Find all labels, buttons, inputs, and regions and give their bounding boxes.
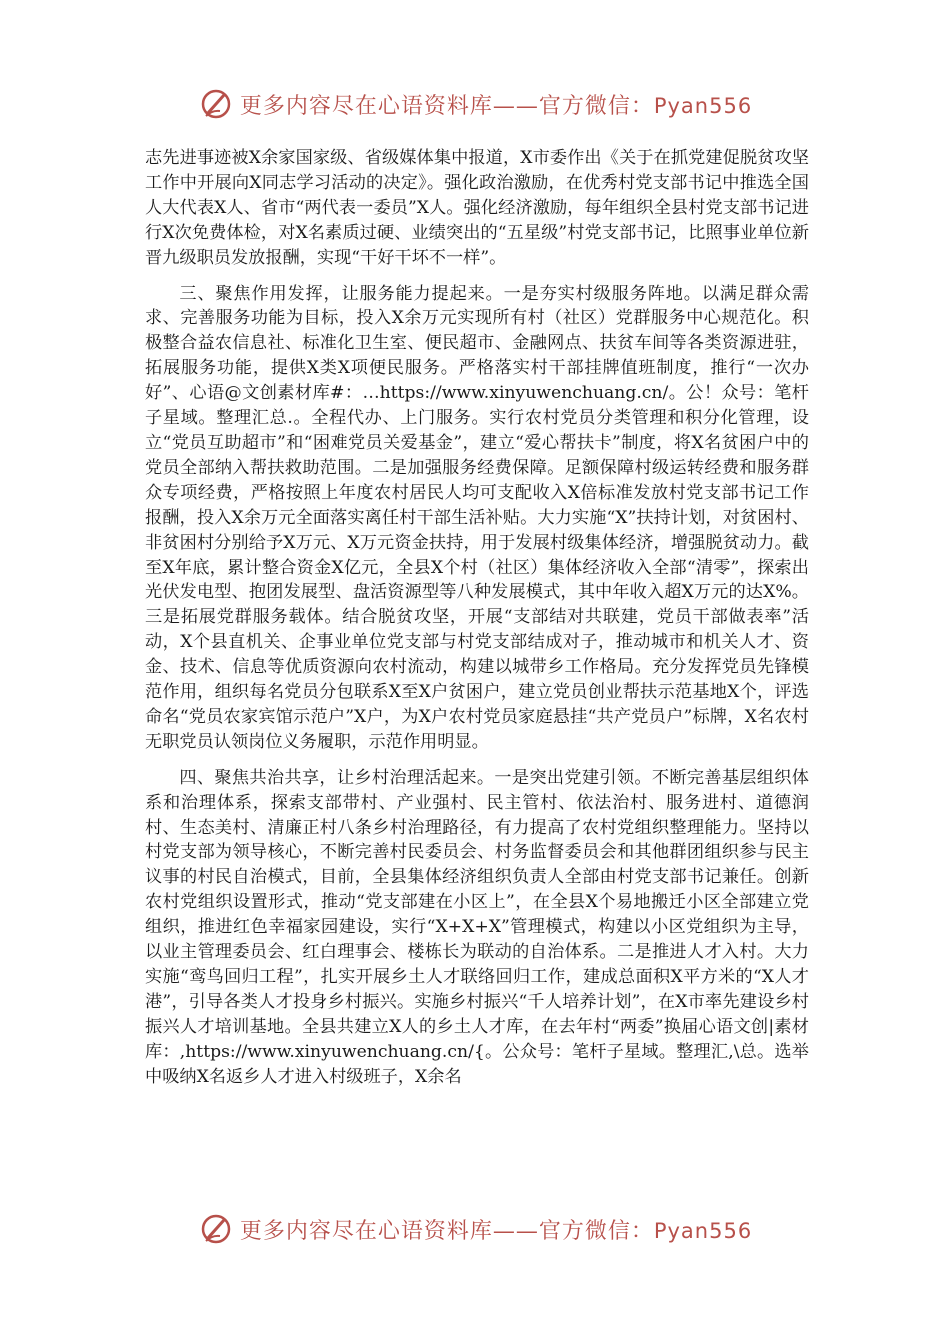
footer-banner bbox=[0, 1207, 950, 1251]
header-banner bbox=[0, 82, 950, 126]
paragraph-1: 志先进事迹被X余家国家级、省级媒体集中报道，X市委作出《关于在抓党建促脱贫攻坚工作中开展向X同志学习活动的决定》。强化政治激励，在优秀村党支部书记中推选全国人大代表X人、省市“两代表一委员”X人。强化经济激励，每年组织全县村党支部书记进行X次免费体检，对X名素质过硬、业绩突出的“五星级”村党支部书记，比照事业单位新晋九级职员发放报酬，实现“干好干坏不一样”。 bbox=[145, 148, 809, 268]
footer-banner-handle: Pyan556 bbox=[653, 1218, 753, 1243]
paragraph-2: 三、聚焦作用发挥，让服务能力提起来。一是夯实村级服务阵地。以满足群众需求、完善服务功能为目标，投入X余万元实现所有村（社区）党群服务中心规范化。积极整合益农信息社、标准化卫生室、便民超市、金融网点、扶贫车间等各类资源进驻，拓展服务功能，提供X类X项便民服务。严格落实村干部挂牌值班制度，推行“一次办好”、心语@文创素材库#：…https://www.xinyuwenchuang.cn/。公！众号：笔杆子星域。整理汇总.。全程代办、上门服务。实行农村党员分类管理和积分化管理，设立“党员互助超市”和“困难党员关爱基金”，建立“爱心帮扶卡”制度，将X名贫困户中的党员全部纳入帮扶救助范围。二是加强服务经费保障。足额保障村级运转经费和服务群众专项经费，严格按照上年度农村居民人均可支配收入X倍标准发放村党支部书记工作报酬，投入X余万元全面落实离任村干部生活补贴。大力实施“X”扶持计划，对贫困村、非贫困村分别给予X万元、X万元资金扶持，用于发展村级集体经济，增强脱贫动力。截至X年底，累计整合资金X亿元，全县X个村（社区）集体经济收入全部“清零”，探索出光伏发电型、抱团发展型、盘活资源型等八种发展模式，其中年收入超X万元的达X%。三是拓展党群服务载体。结合脱贫攻坚，开展“支部结对共联建，党员干部做表率”活动，X个县直机关、企事业单位党支部与村党支部结成对子，推动城市和机关人才、资金、技术、信息等优质资源向农村流动，构建以城带乡工作格局。充分发挥党员先锋模范作用，组织每名党员分包联系X至X户贫困户，建立党员创业帮扶示范基地X个，评选命名“党员农家宾馆示范户”X户，为X户农村党员家庭悬挂“共产党员户”标牌，X名农村无职党员认领岗位义务履职，示范作用明显。 bbox=[145, 283, 809, 752]
document-body bbox=[145, 146, 809, 1090]
header-banner-handle: Pyan556 bbox=[653, 93, 753, 118]
footer-banner-text: 更多内容尽在心语资料库——官方微信： bbox=[239, 1218, 654, 1244]
pen-logo-icon bbox=[198, 1211, 234, 1247]
pen-logo-icon bbox=[198, 86, 234, 122]
header-banner-text: 更多内容尽在心语资料库——官方微信： bbox=[239, 93, 654, 119]
paragraph-3: 四、聚焦共治共享，让乡村治理活起来。一是突出党建引领。不断完善基层组织体系和治理体系，探索支部带村、产业强村、民主管村、依法治村、服务进村、道德润村、生态美村、清廉正村八条乡村治理路径，有力提高了农村党组织整理能力。坚持以村党支部为领导核心，不断完善村民委员会、村务监督委员会和其他群团组织参与民主议事的村民自治模式，目前，全县集体经济组织负责人全部由村党支部书记兼任。创新农村党组织设置形式，推动“党支部建在小区上”，在全县X个易地搬迁小区全部建立党组织，推进红色幸福家园建设，实行“X+X+X”管理模式，构建以小区党组织为主导，以业主管理委员会、红白理事会、楼栋长为联动的自治体系。二是推进人才入村。大力实施“鸾鸟回归工程”，扎实开展乡土人才联络回归工作，建成总面积X平方米的“X人才港”，引导各类人才投身乡村振兴。实施乡村振兴“千人培养计划”，在X市率先建设乡村振兴人才培训基地。全县共建立X人的乡土人才库，在去年村“两委”换届心语文创|素材库：,https://www.xinyuwenchuang.cn/{。公众号：笔杆子星域。整理汇,\总。选举中吸纳X名返乡人才进入村级班子，X余名 bbox=[145, 767, 809, 1087]
